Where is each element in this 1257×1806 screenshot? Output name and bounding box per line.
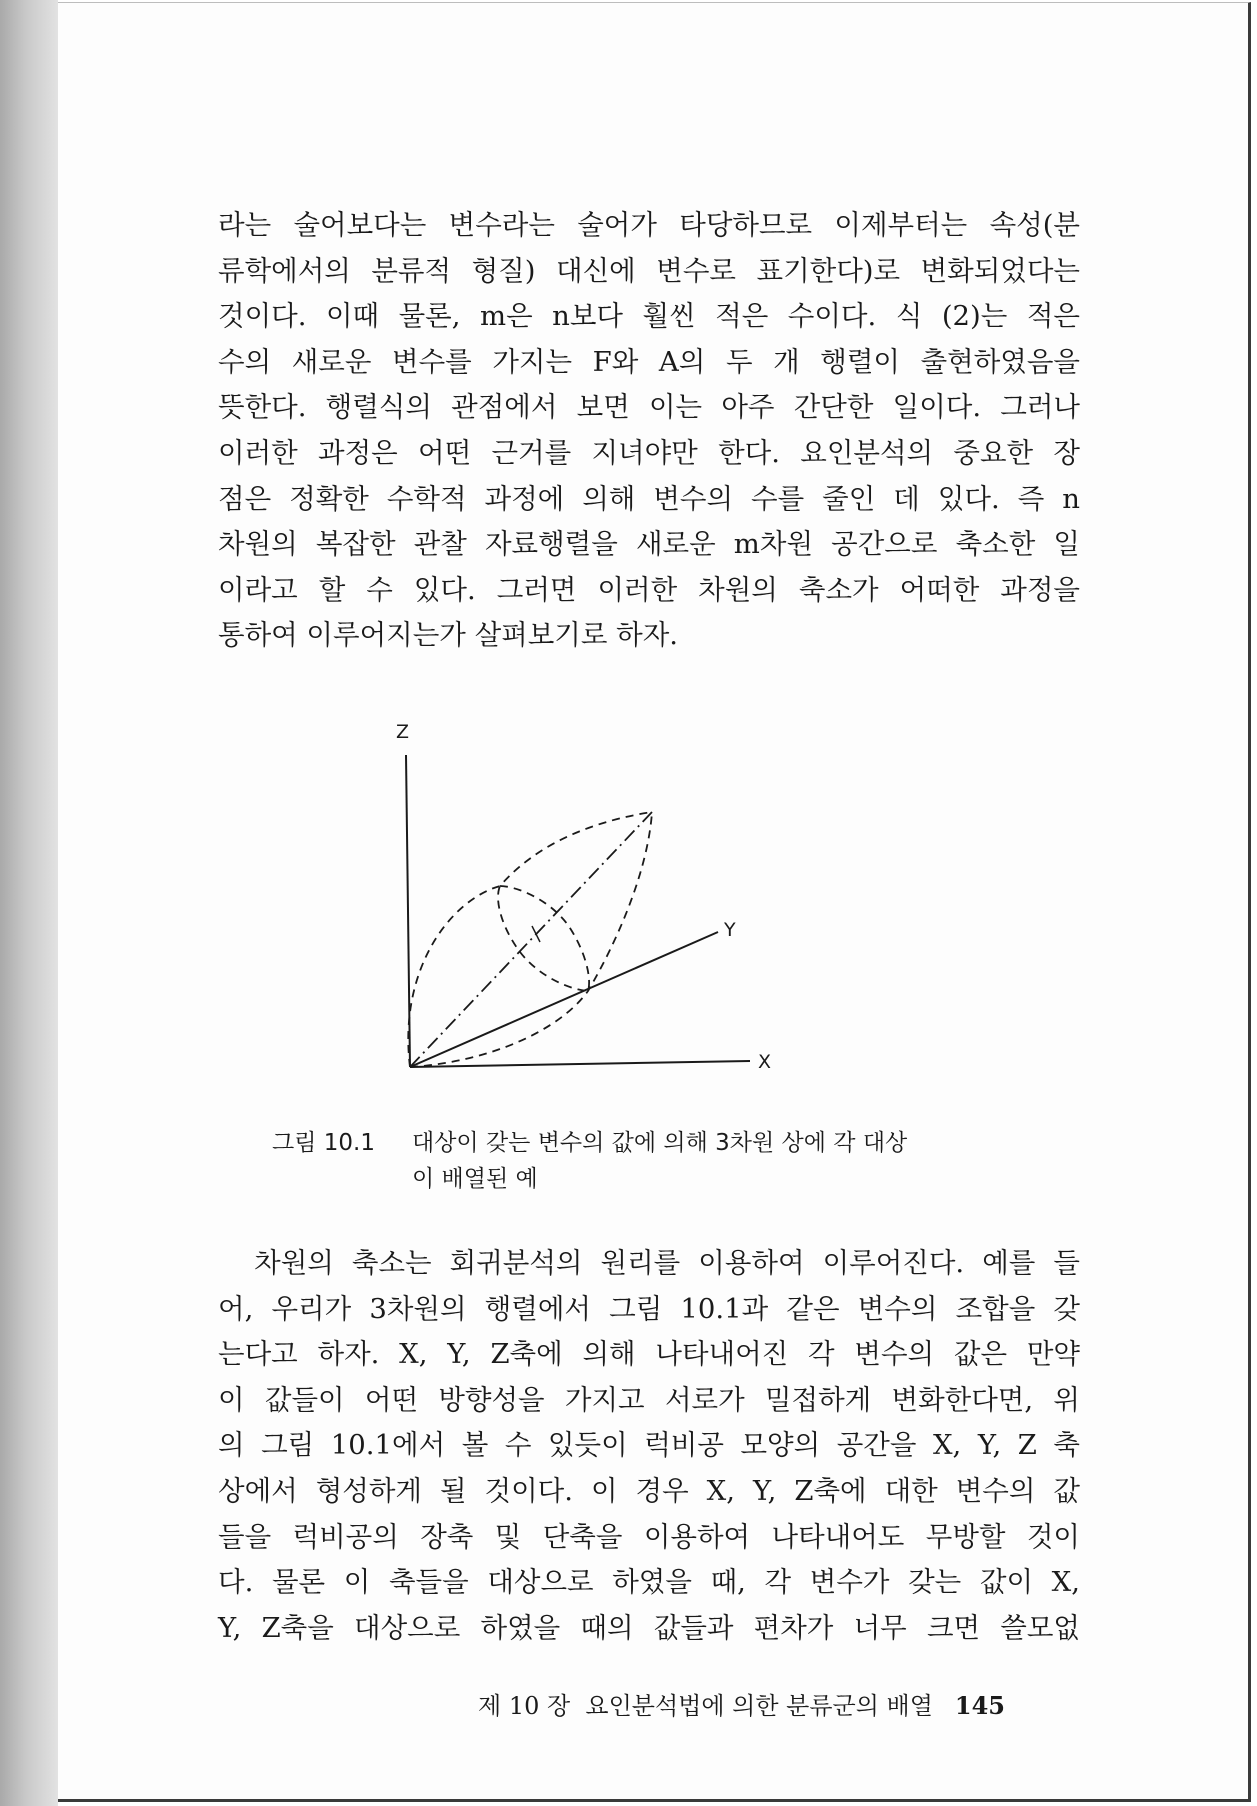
caption-text-line1: 대상이 갖는 변수의 값에 의해 3차원 상에 각 대상 <box>412 1130 908 1156</box>
text-line: 점은 정확한 수학적 과정에 의해 변수의 수를 줄인 데 있다. 즉 n <box>218 482 1080 515</box>
page-footer <box>478 1686 1078 1721</box>
center-cross-mark <box>532 926 540 942</box>
text-line: 는다고 하자. X, Y, Z축에 의해 나타내어진 각 변수의 값은 만약 <box>218 1338 1080 1371</box>
text-line: 차원의 복잡한 관찰 자료행렬을 새로운 m차원 공간으로 축소한 일 <box>218 528 1080 561</box>
caption-text-line2: 이 배열된 예 <box>412 1166 538 1192</box>
text-line: 통하여 이루어지는가 살펴보기로 하자. <box>218 619 679 652</box>
text-line: 이라고 할 수 있다. 그러면 이러한 차원의 축소가 어떠한 과정을 <box>218 573 1080 606</box>
body-paragraph-2 <box>218 1241 1080 1651</box>
figure-3d-axes-diagram <box>380 710 780 1090</box>
text-line: 이러한 과정은 어떤 근거를 지녀야만 한다. 요인분석의 중요한 장 <box>218 436 1080 469</box>
body-paragraph-1 <box>218 203 1080 659</box>
text-line: 차원의 축소는 회귀분석의 원리를 이용하여 이루어진다. 예를 들 <box>218 1247 1080 1279</box>
text-line: 다. 물론 이 축들을 대상으로 하였을 때, 각 변수가 갖는 값이 X, <box>218 1566 1080 1599</box>
axes-diagram-svg <box>380 710 780 1090</box>
page-number: 145 <box>954 1691 1005 1720</box>
text-line: 라는 술어보다는 변수라는 술어가 타당하므로 이제부터는 속성(분 <box>218 209 1080 241</box>
text-line: 상에서 형성하게 될 것이다. 이 경우 X, Y, Z축에 대한 변수의 값 <box>218 1474 1080 1507</box>
text-line: Y, Z축을 대상으로 하였을 때의 값들과 편차가 너무 크면 쓸모없 <box>218 1611 1080 1644</box>
x-axis-line <box>410 1061 750 1067</box>
x-axis-label: X <box>758 1051 772 1073</box>
text-line: 것이다. 이때 물론, m은 n보다 훨씬 적은 수이다. 식 (2)는 적은 <box>218 300 1080 333</box>
z-axis-label: Z <box>396 721 410 743</box>
text-line: 의 그림 10.1에서 볼 수 있듯이 럭비공 모양의 공간을 X, Y, Z 축 <box>218 1429 1080 1462</box>
text-line: 어, 우리가 3차원의 행렬에서 그림 10.1과 같은 변수의 조합을 갖 <box>218 1292 1080 1325</box>
y-axis-line <box>410 932 718 1067</box>
minor-axis-ellipse <box>498 886 589 991</box>
text-line: 뜻한다. 행렬식의 관점에서 보면 이는 아주 간단한 일이다. 그러나 <box>218 391 1080 424</box>
figure-number: 그림 10.1 <box>272 1130 375 1156</box>
y-axis-label: Y <box>724 919 736 941</box>
text-line: 이 값들이 어떤 방향성을 가지고 서로가 밀접하게 변화한다면, 위 <box>218 1383 1080 1416</box>
text-line: 들을 럭비공의 장축 및 단축을 이용하여 나타내어도 무방할 것이 <box>218 1520 1080 1553</box>
text-line: 수의 새로운 변수를 가지는 F와 A의 두 개 행렬이 출현하였음을 <box>218 345 1080 378</box>
running-footer-chapter: 제 10 장 요인분석법에 의한 분류군의 배열 <box>478 1692 933 1720</box>
book-spine-edge <box>0 0 58 1806</box>
text-line: 류학에서의 분류적 형질) 대신에 변수로 표기한다)로 변화되었다는 <box>218 254 1080 287</box>
figure-caption <box>272 1125 1052 1197</box>
